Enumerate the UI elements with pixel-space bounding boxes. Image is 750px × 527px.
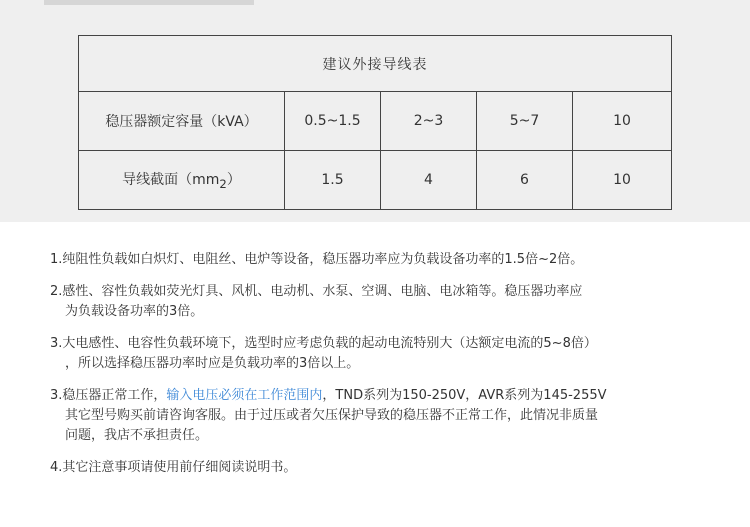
note-line: 其它型号购买前请咨询客服。由于过压或者欠压保护导致的稳压器不正常工作，此情况非质量: [65, 408, 599, 423]
note-item: 1.纯阻性负载如白炽灯、电阻丝、电炉等设备，稳压器功率应为负载设备功率的1.5倍~2倍。: [50, 252, 584, 267]
row-label-capacity: 稳压器额定容量（kVA）: [79, 92, 285, 151]
note-line: 为负载设备功率的3倍。: [65, 304, 204, 319]
note-line: 2.感性、容性负载如荧光灯具、风机、电动机、水泵、空调、电脑、电冰箱等。稳压器功率应: [50, 284, 583, 299]
table-cell: 2~3: [381, 92, 477, 151]
wire-spec-table: [78, 35, 672, 210]
note-item: 4.其它注意事项请使用前仔细阅读说明书。: [50, 460, 297, 475]
note-highlight: 输入电压必须在工作范围内: [166, 388, 323, 403]
row-label-text: 导线截面（mm: [122, 172, 220, 189]
table-cell: 6: [477, 151, 573, 210]
row-label-close: ）: [226, 172, 241, 189]
note-item: [50, 386, 740, 446]
note-line: 3.大电感性、电容性负载环境下，选型时应考虑负载的起动电流特别大（达额定电流的5~8倍）: [50, 336, 597, 351]
note-item: [50, 282, 740, 322]
table-row: [79, 151, 672, 210]
table-title-row: [79, 36, 672, 92]
table-cell: 1.5: [285, 151, 381, 210]
table-title: 建议外接导线表: [79, 36, 672, 92]
note-text: 3.稳压器正常工作，: [50, 388, 167, 403]
table-cell: 10: [573, 151, 672, 210]
table-cell: 0.5~1.5: [285, 92, 381, 151]
table-cell: 4: [381, 151, 477, 210]
table-row: [79, 92, 672, 151]
note-line: [50, 386, 740, 406]
row-label-subscript: 2: [219, 176, 227, 191]
note-text: ，TND系列为150-250V，AVR系列为145-255V: [322, 388, 607, 403]
notes-list: [50, 250, 740, 478]
table-cell: 5~7: [477, 92, 573, 151]
note-line: ，所以选择稳压器功率时应是负载功率的3倍以上。: [65, 356, 360, 371]
note-line: 问题，我店不承担责任。: [65, 428, 209, 443]
row-label-wire-section: [79, 151, 285, 210]
cropped-header-strip: [44, 0, 254, 5]
note-item: [50, 334, 740, 374]
table-cell: 10: [573, 92, 672, 151]
